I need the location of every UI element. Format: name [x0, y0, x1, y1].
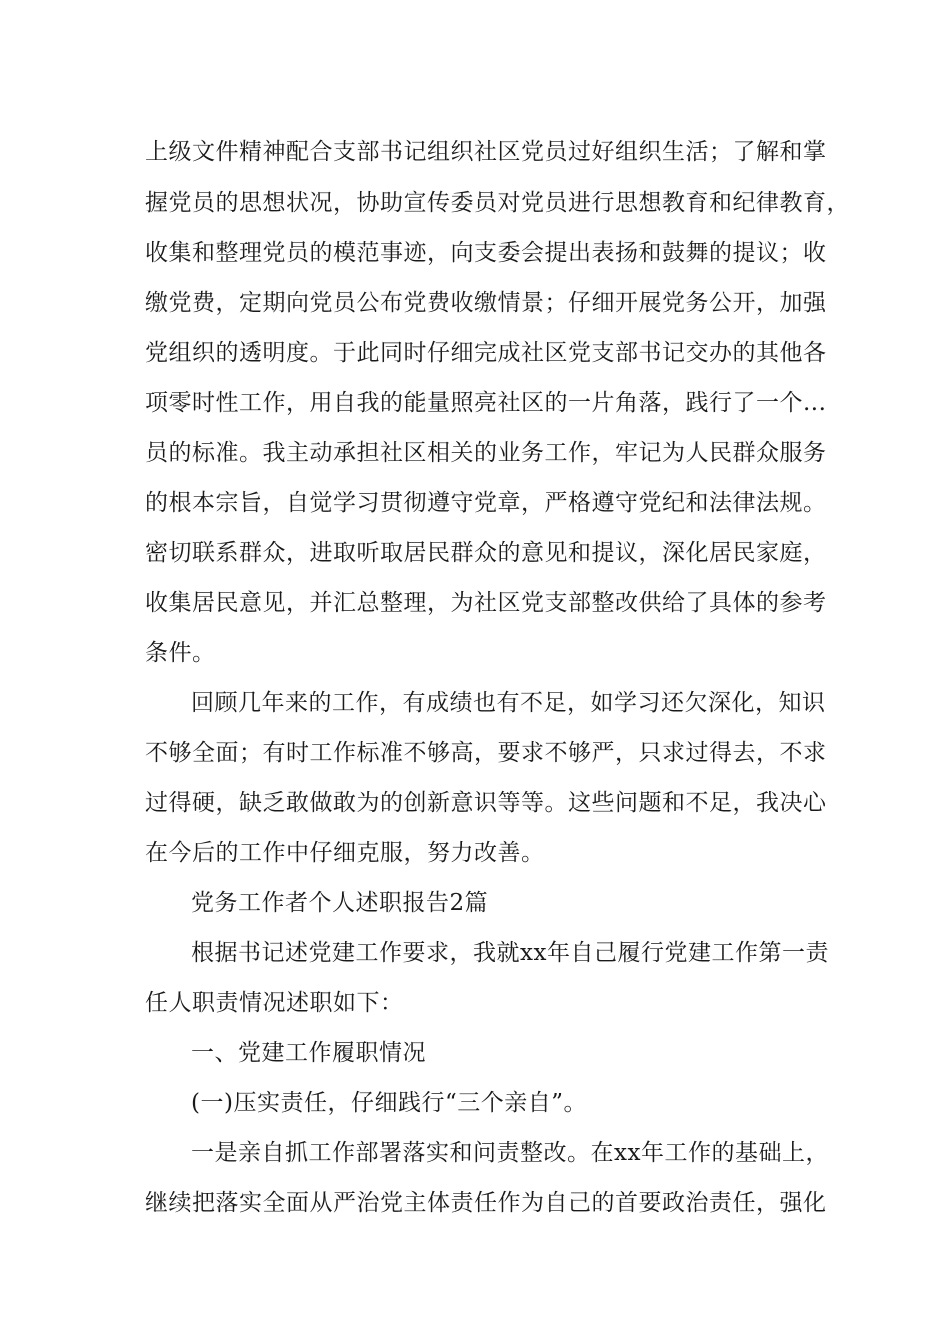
section-heading: 一、党建工作履职情况: [191, 1040, 426, 1066]
section-title: 党务工作者个人述职报告2篇: [191, 890, 489, 916]
body-text-line: 继续把落实全面从严治党主体责任作为自己的首要政治责任，强化: [145, 1190, 827, 1216]
body-text-line: 不够全面；有时工作标准不够高，要求不够严，只求过得去，不求: [145, 740, 827, 766]
body-text-line: 员的标准。我主动承担社区相关的业务工作，牢记为人民群众服务: [145, 440, 827, 466]
body-text-line: 条件。: [145, 640, 216, 666]
paragraph-first-line: 回顾几年来的工作，有成绩也有不足，如学习还欠深化，知识: [191, 690, 826, 716]
body-text-line: 收集居民意见，并汇总整理，为社区党支部整改供给了具体的参考: [145, 590, 827, 616]
paragraph-first-line: 一是亲自抓工作部署落实和问责整改。在xx年工作的基础上，: [191, 1140, 829, 1166]
body-text-line: 过得硬，缺乏敢做敢为的创新意识等等。这些问题和不足，我决心: [145, 790, 827, 816]
body-text-line: 任人职责情况述职如下：: [145, 990, 404, 1016]
body-text-line: 握党员的思想状况，协助宣传委员对党员进行思想教育和纪律教育，: [145, 190, 850, 216]
body-text-line: 在今后的工作中仔细克服，努力改善。: [145, 840, 545, 866]
body-text-line: 密切联系群众，进取听取居民群众的意见和提议，深化居民家庭，: [145, 540, 827, 566]
body-text-line: 的根本宗旨，自觉学习贯彻遵守党章，严格遵守党纪和法律法规。: [145, 490, 827, 516]
body-text-line: 党组织的透明度。于此同时仔细完成社区党支部书记交办的其他各: [145, 340, 827, 366]
subsection-heading: (一)压实责任，仔细践行“三个亲自”。: [191, 1090, 587, 1116]
body-text-line: 缴党费，定期向党员公布党费收缴情景；仔细开展党务公开，加强: [145, 290, 827, 316]
paragraph-first-line: 根据书记述党建工作要求，我就xx年自己履行党建工作第一责: [191, 940, 829, 966]
body-text-line: 项零时性工作，用自我的能量照亮社区的一片角落，践行了一个...: [145, 390, 827, 416]
body-text-line: 收集和整理党员的模范事迹，向支委会提出表扬和鼓舞的提议；收: [145, 240, 827, 266]
body-text-line: 上级文件精神配合支部书记组织社区党员过好组织生活；了解和掌: [145, 139, 827, 165]
